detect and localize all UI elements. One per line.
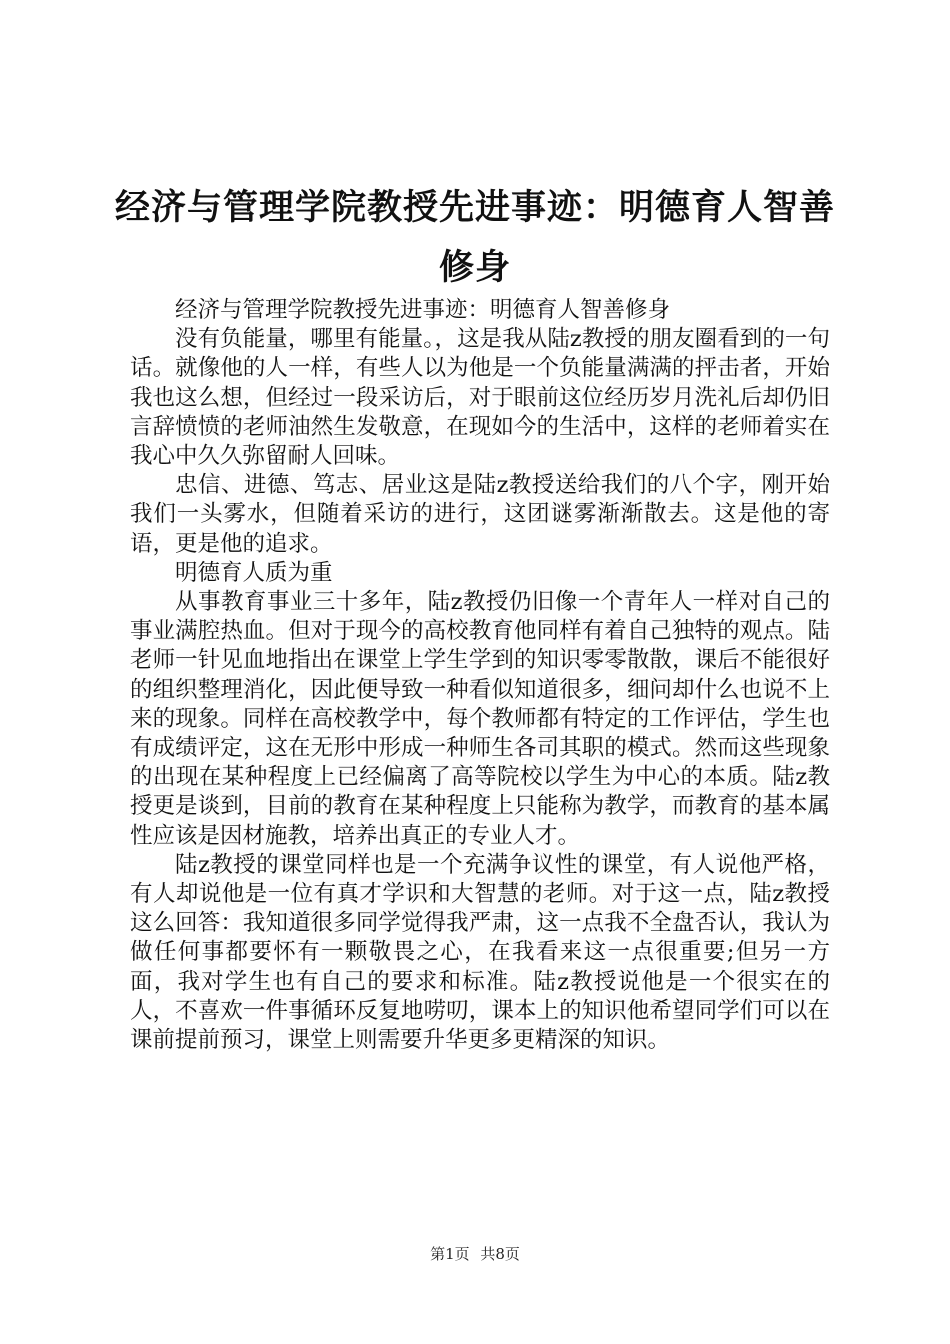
paragraph-subtitle: 经济与管理学院教授先进事迹：明德育人智善修身: [175, 297, 671, 323]
paragraph: 没有负能量，哪里有能量。，这是我从陆z教授的朋友圈看到的一句话。就像他的人一样，有些人以为他是一个负能量满满的抨击者，开始我也这么想，但经过一段采访后，对于眼前这位经历岁月洗礼后却仍旧言辞愤愤的老师油然生发敬意，在现如今的生活中，这样的老师着实在我心中久久弥留耐人回味。: [130, 326, 830, 470]
section-heading: 明德育人质为重: [175, 559, 333, 586]
page-number: 第1页: [430, 1245, 470, 1263]
paragraph: 忠信、进德、笃志、居业这是陆z教授送给我们的八个字，刚开始我们一头雾水，但随着采访的进行，这团谜雾渐渐散去。这是他的寄语，更是他的追求。: [130, 472, 830, 557]
paragraph: 从事教育事业三十多年，陆z教授仍旧像一个青年人一样对自己的事业满腔热血。但对于现今的高校教育他同样有着自己独特的观点。陆老师一针见血地指出在课堂上学生学到的知识零零散散，课后不能很好的组织整理消化，因此便导致一种看似知道很多，细问却什么也说不上来的现象。同样在高校教学中，每个教师都有特定的工作评估，学生也有成绩评定，这在无形中形成一种师生各司其职的模式。然而这些现象的出现在某种程度上已经偏离了高等院校以学生为中心的本质。陆z教授更是谈到，目前的教育在某种程度上只能称为教学，而教育的基本属性应该是因材施教，培养出真正的专业人才。: [130, 589, 830, 849]
document-body: [130, 296, 830, 1055]
page-total: 共8页: [480, 1245, 520, 1263]
paragraph: 陆z教授的课堂同样也是一个充满争议性的课堂，有人说他严格，有人却说他是一位有真才学识和大智慧的老师。对于这一点，陆z教授这么回答：我知道很多同学觉得我严肃，这一点我不全盘否认，我认为做任何事都要怀有一颗敬畏之心，在我看来这一点很重要;但另一方面，我对学生也有自己的要求和标准。陆z教授说他是一个很实在的人，不喜欢一件事循环反复地唠叨，课本上的知识他希望同学们可以在课前提前预习，课堂上则需要升华更多更精深的知识。: [130, 851, 830, 1054]
document-title: 经济与管理学院教授先进事迹：明德育人智善修身: [114, 188, 835, 288]
page-footer: [0, 1244, 950, 1264]
